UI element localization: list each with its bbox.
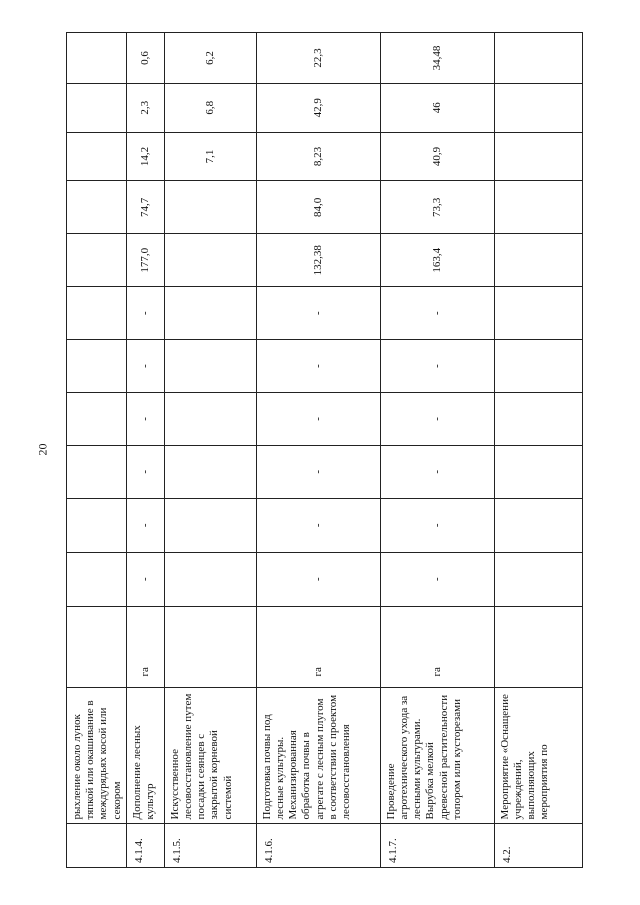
row-cell	[164, 340, 256, 393]
row-cell	[494, 234, 582, 287]
row-cell: -	[380, 340, 494, 393]
row-cell: -	[380, 287, 494, 340]
row-cell	[164, 287, 256, 340]
row-number	[67, 824, 127, 868]
row-cell: 14,2	[126, 132, 164, 181]
row-cell	[494, 498, 582, 552]
row-cell	[67, 181, 127, 234]
table-row	[164, 33, 256, 868]
row-cell	[164, 498, 256, 552]
row-cell	[67, 552, 127, 606]
table-row	[380, 33, 494, 868]
row-name: Подготовка почвы под лесные культуры. Механизированная обработка почвы в агрегате с лесным плугом в соответствии с проектом лесовосстановления	[256, 687, 380, 824]
row-name: рыхление около лунок тяпкой или окашивание в междурядьях косой или секором	[67, 687, 127, 824]
row-cell: 22,3	[256, 33, 380, 84]
row-cell	[164, 181, 256, 234]
row-cell	[67, 498, 127, 552]
row-cell: -	[256, 340, 380, 393]
row-cell: -	[380, 445, 494, 498]
row-cell: -	[126, 552, 164, 606]
rotated-table-frame	[66, 32, 572, 868]
row-cell	[164, 552, 256, 606]
table-row	[67, 33, 127, 868]
row-cell: -	[380, 392, 494, 445]
row-cell	[164, 445, 256, 498]
page-number	[36, 437, 50, 461]
row-cell: -	[380, 498, 494, 552]
row-cell: 84,0	[256, 181, 380, 234]
row-cell: 40,9	[380, 132, 494, 181]
row-cell	[67, 287, 127, 340]
row-cell	[494, 445, 582, 498]
row-cell	[494, 552, 582, 606]
row-cell: 7,1	[164, 132, 256, 181]
row-unit: га	[126, 606, 164, 687]
row-cell: -	[256, 498, 380, 552]
row-cell	[67, 83, 127, 132]
row-cell: -	[256, 445, 380, 498]
row-cell: 34,48	[380, 33, 494, 84]
table-body	[67, 33, 583, 868]
row-cell: -	[126, 445, 164, 498]
row-cell: -	[256, 392, 380, 445]
row-cell	[67, 234, 127, 287]
row-cell: 163,4	[380, 234, 494, 287]
row-name: Проведение агротехнического ухода за лесными культурами. Вырубка мелкой древесной растительности топором или кусторезами	[380, 687, 494, 824]
row-cell: -	[256, 552, 380, 606]
row-cell: -	[256, 287, 380, 340]
row-cell: -	[126, 287, 164, 340]
row-cell	[494, 181, 582, 234]
row-cell: 132,38	[256, 234, 380, 287]
row-cell	[494, 392, 582, 445]
measures-table	[66, 32, 583, 868]
table-row	[126, 33, 164, 868]
row-cell	[164, 234, 256, 287]
row-number: 4.1.4.	[126, 824, 164, 868]
row-cell: -	[126, 340, 164, 393]
row-number: 4.2.	[494, 824, 582, 868]
row-cell	[164, 392, 256, 445]
row-cell: 74,7	[126, 181, 164, 234]
page-number-text: 20	[35, 443, 50, 455]
row-cell: -	[126, 392, 164, 445]
row-cell	[67, 132, 127, 181]
row-cell: 46	[380, 83, 494, 132]
row-cell: 2,3	[126, 83, 164, 132]
table-row	[256, 33, 380, 868]
row-cell: -	[126, 498, 164, 552]
row-cell: 73,3	[380, 181, 494, 234]
row-unit	[67, 606, 127, 687]
row-cell: 177,0	[126, 234, 164, 287]
row-cell: 0,6	[126, 33, 164, 84]
row-cell	[494, 340, 582, 393]
row-cell	[67, 340, 127, 393]
row-cell	[494, 132, 582, 181]
row-unit	[164, 606, 256, 687]
row-name: Мероприятие «Оснащение учреждений, выполняющих мероприятия по	[494, 687, 582, 824]
row-cell	[67, 392, 127, 445]
row-number: 4.1.7.	[380, 824, 494, 868]
table-container	[66, 32, 572, 868]
row-cell	[67, 33, 127, 84]
row-cell	[67, 445, 127, 498]
row-number: 4.1.5.	[164, 824, 256, 868]
row-unit	[494, 606, 582, 687]
row-cell	[494, 83, 582, 132]
row-cell: 8,23	[256, 132, 380, 181]
row-unit: га	[256, 606, 380, 687]
row-name: Дополнение лесных культур	[126, 687, 164, 824]
row-cell	[494, 33, 582, 84]
table-row	[494, 33, 582, 868]
row-cell: 42,9	[256, 83, 380, 132]
row-cell	[494, 287, 582, 340]
row-cell: 6,2	[164, 33, 256, 84]
row-unit: га	[380, 606, 494, 687]
row-number: 4.1.6.	[256, 824, 380, 868]
row-cell: 6,8	[164, 83, 256, 132]
row-name: Искусственное лесовосстановление путем посадки сеянцев с закрытой корневой системой	[164, 687, 256, 824]
row-cell: -	[380, 552, 494, 606]
